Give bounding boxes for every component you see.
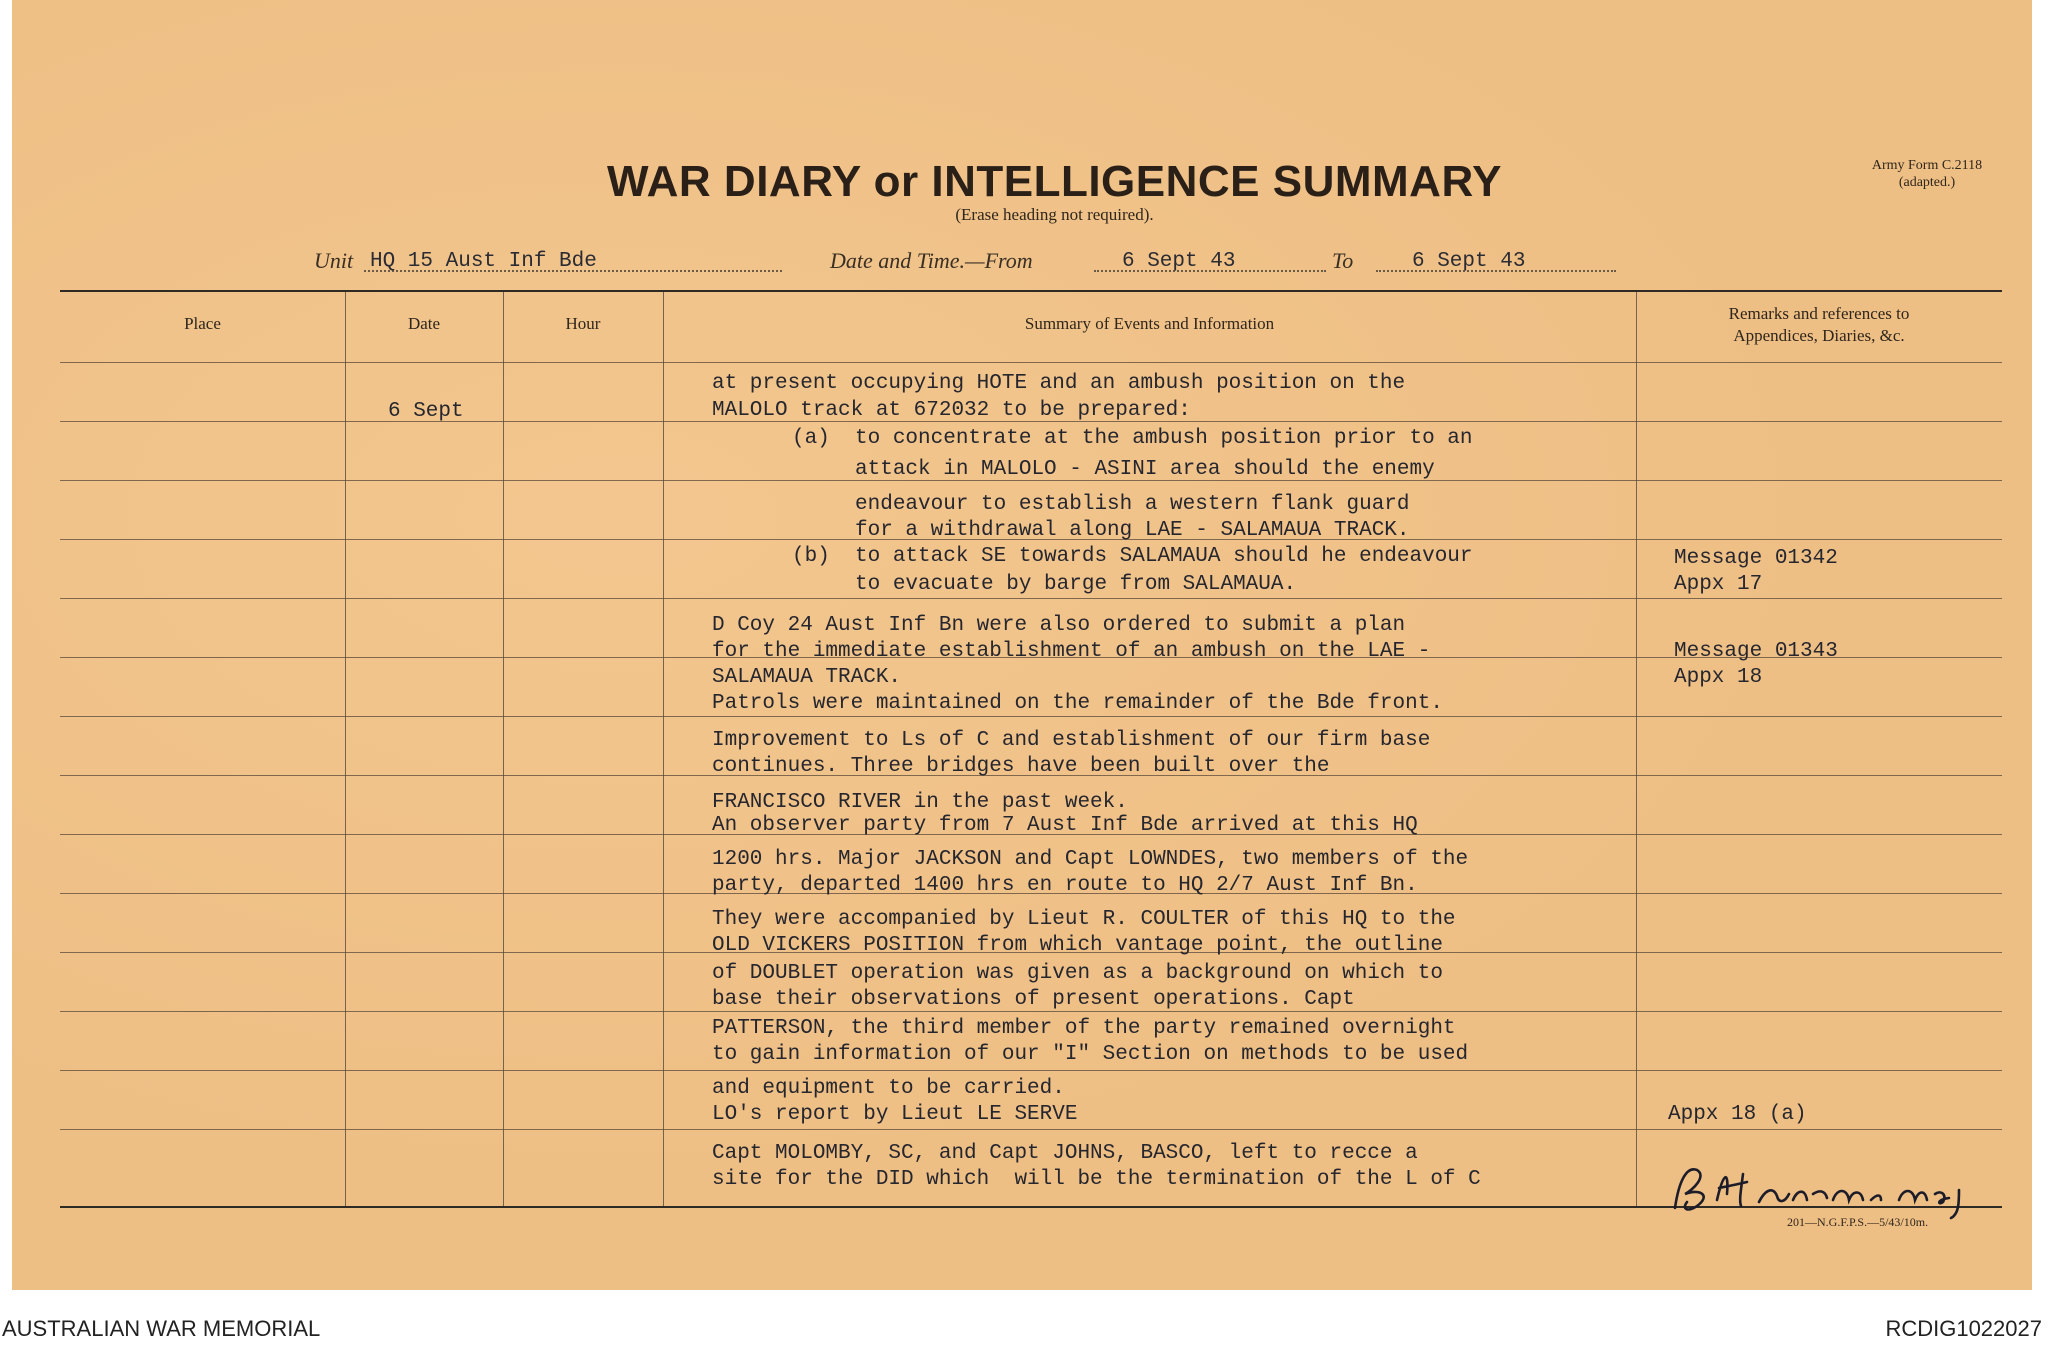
- remark-appendix: Appx 18 (a): [1668, 1103, 1807, 1126]
- summary-line: party, departed 1400 hrs en route to HQ 2/7 Aust Inf Bn.: [712, 874, 1418, 897]
- column-header-hour: Hour: [565, 314, 601, 333]
- summary-line: Capt MOLOMBY, SC, and Capt JOHNS, BASCO, left to recce a: [712, 1142, 1418, 1165]
- row-rule: [60, 1070, 2002, 1071]
- summary-line: and equipment to be carried.: [712, 1077, 1065, 1100]
- column-header-date: Date: [407, 314, 441, 333]
- document-title: WAR DIARY or INTELLIGENCE SUMMARY: [607, 157, 1502, 206]
- row-rule: [60, 1129, 2002, 1130]
- remark-appendix: Appx 18: [1674, 666, 1763, 689]
- war-diary-sheet: [12, 0, 2032, 1290]
- column-divider-hour: [663, 292, 664, 1206]
- column-header-place: Place: [184, 314, 221, 333]
- summary-line: An observer party from 7 Aust Inf Bde arrived at this HQ: [712, 814, 1418, 837]
- column-header-remarks: [1636, 303, 2002, 347]
- remarks-header-line2: Appendices, Diaries, &c.: [1733, 326, 1905, 345]
- summary-line: Improvement to Ls of C and establishment of our firm base: [712, 729, 1431, 752]
- remark-message: Message 01342: [1674, 547, 1838, 570]
- summary-line: 1200 hrs. Major JACKSON and Capt LOWNDES, two members of the: [712, 848, 1469, 871]
- summary-line: Patrols were maintained on the remainder of the Bde front.: [712, 692, 1443, 715]
- remarks-header-line1: Remarks and references to: [1728, 304, 1910, 323]
- summary-line: They were accompanied by Lieut R. COULTER of this HQ to the: [712, 908, 1456, 931]
- table-top-border: [60, 290, 2002, 292]
- summary-line: FRANCISCO RIVER in the past week.: [712, 791, 1128, 814]
- column-divider-place: [345, 292, 346, 1206]
- summary-line: of DOUBLET operation was given as a background on which to: [712, 962, 1443, 985]
- summary-line: base their observations of present operations. Capt: [712, 988, 1355, 1011]
- summary-line: OLD VICKERS POSITION from which vantage point, the outline: [712, 934, 1443, 957]
- unit-label: Unit: [314, 248, 354, 273]
- unit-value: HQ 15 Aust Inf Bde: [370, 250, 597, 273]
- date-from-label: Date and Time.—From: [830, 248, 1033, 273]
- column-divider-date: [503, 292, 504, 1206]
- summary-line: D Coy 24 Aust Inf Bn were also ordered to submit a plan: [712, 614, 1406, 637]
- print-code: 201—N.G.F.P.S.—5/43/10m.: [1787, 1215, 1929, 1229]
- army-form-adapted: (adapted.): [1898, 175, 1956, 190]
- summary-line: to gain information of our "I" Section on methods to be used: [712, 1043, 1469, 1066]
- summary-line: (b) to attack SE towards SALAMAUA should he endeavour: [792, 545, 1473, 568]
- summary-line: for a withdrawal along LAE - SALAMAUA TRACK.: [792, 519, 1410, 542]
- summary-line: PATTERSON, the third member of the party remained overnight: [712, 1017, 1456, 1040]
- summary-line: site for the DID which will be the termination of the L of C: [712, 1168, 1481, 1191]
- remark-appendix: Appx 17: [1674, 573, 1763, 596]
- summary-line: to evacuate by barge from SALAMAUA.: [792, 573, 1297, 596]
- date-to-value: 6 Sept 43: [1412, 250, 1526, 273]
- archive-id: RCDIG1022027: [1885, 1316, 2042, 1341]
- summary-line: endeavour to establish a western flank guard: [792, 493, 1410, 516]
- column-header-summary: Summary of Events and Information: [1024, 314, 1275, 333]
- summary-line: attack in MALOLO - ASINI area should the enemy: [792, 458, 1435, 481]
- summary-line: MALOLO track at 672032 to be prepared:: [712, 399, 1191, 422]
- summary-line: continues. Three bridges have been built over the: [712, 755, 1330, 778]
- column-divider-summary: [1636, 292, 1637, 1206]
- archive-credit: AUSTRALIAN WAR MEMORIAL: [2, 1316, 321, 1341]
- title-note: (Erase heading not required).: [955, 205, 1154, 224]
- date-to-label: To: [1332, 248, 1354, 273]
- summary-line: SALAMAUA TRACK.: [712, 666, 902, 689]
- army-form-reference: [1832, 157, 2022, 191]
- summary-line: for the immediate establishment of an ambush on the LAE -: [712, 640, 1431, 663]
- summary-line: (a) to concentrate at the ambush position prior to an: [792, 427, 1473, 450]
- summary-line: at present occupying HOTE and an ambush position on the: [712, 372, 1406, 395]
- army-form-number: Army Form C.2118: [1871, 158, 1983, 173]
- row-rule: [60, 598, 2002, 599]
- entry-date: 6 Sept: [388, 400, 464, 423]
- row-rule: [60, 362, 2002, 363]
- summary-line: LO's report by Lieut LE SERVE: [712, 1103, 1078, 1126]
- date-from-value: 6 Sept 43: [1122, 250, 1236, 273]
- remark-message: Message 01343: [1674, 640, 1838, 663]
